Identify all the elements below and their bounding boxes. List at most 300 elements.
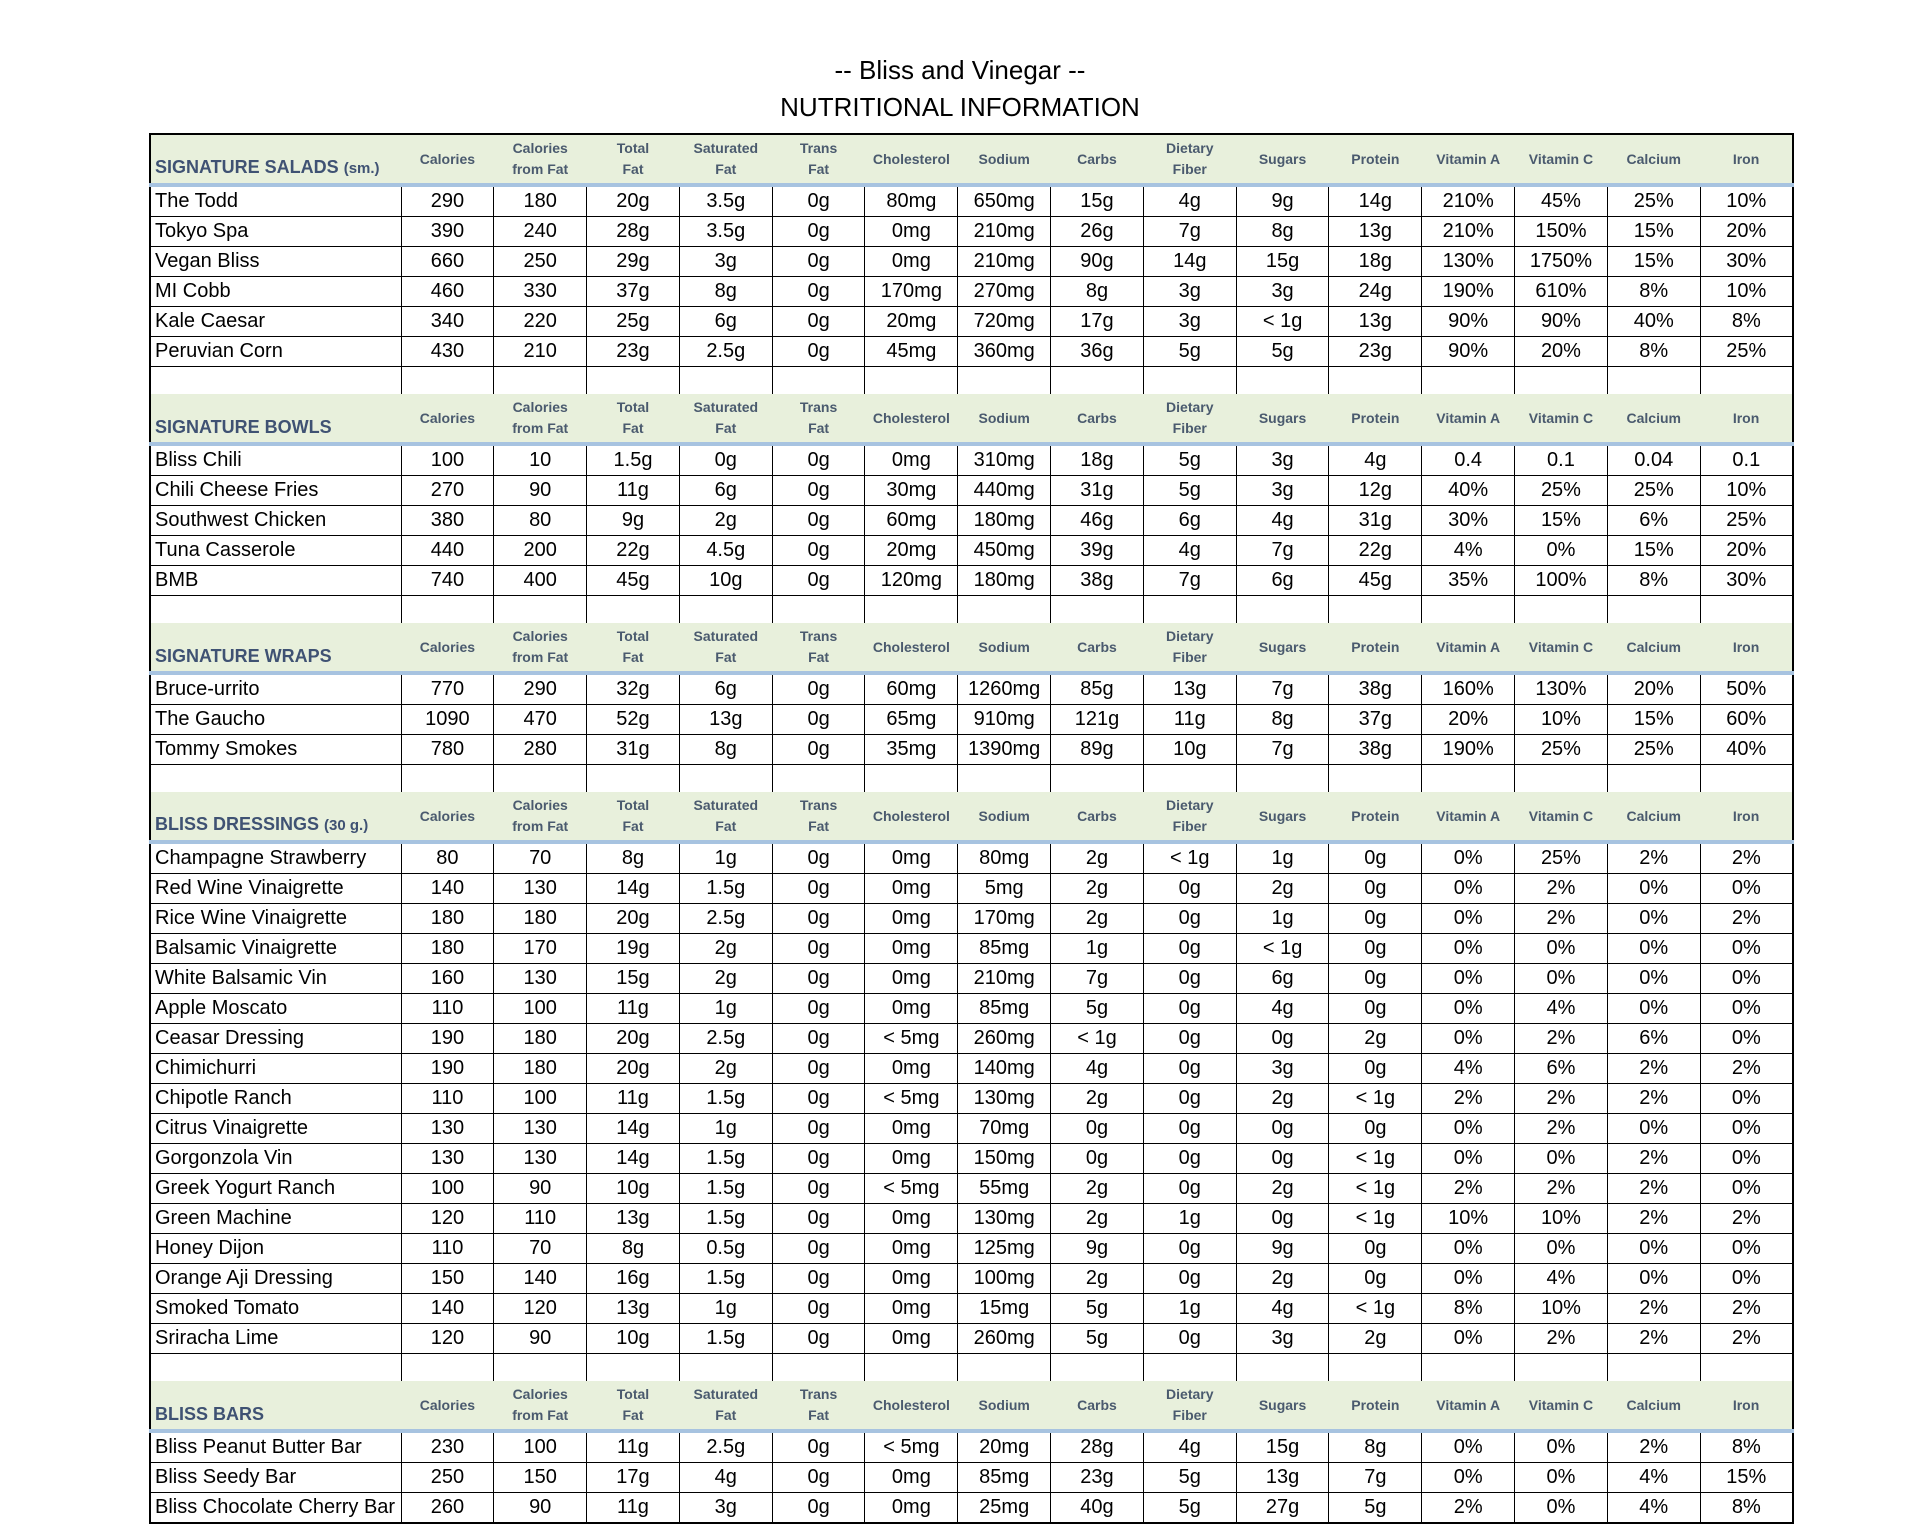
column-header: Iron (1700, 394, 1793, 444)
nutrient-value: 4g (1236, 1294, 1329, 1324)
nutrient-value: 0g (1329, 904, 1422, 934)
nutrient-value: 0g (1236, 1144, 1329, 1174)
empty-cell (401, 765, 494, 793)
nutrient-value: 26g (1051, 217, 1144, 247)
nutrient-value: 1750% (1515, 247, 1608, 277)
item-name: Greek Yogurt Ranch (150, 1174, 401, 1204)
column-header: Cholesterol (865, 1381, 958, 1431)
nutrient-value: 7g (1329, 1463, 1422, 1493)
nutrient-value: 2g (1236, 1264, 1329, 1294)
nutrient-value: 100 (401, 444, 494, 476)
column-header: Trans Fat (772, 134, 865, 185)
empty-cell (1607, 765, 1700, 793)
nutrient-value: 0% (1515, 536, 1608, 566)
nutrient-value: 11g (587, 1431, 680, 1463)
nutrient-value: 6% (1515, 1054, 1608, 1084)
column-header: Vitamin C (1515, 792, 1608, 842)
nutrient-value: 190 (401, 1024, 494, 1054)
nutrient-value: 10% (1422, 1204, 1515, 1234)
nutrient-value: < 5mg (865, 1024, 958, 1054)
nutrient-value: 430 (401, 337, 494, 367)
nutrient-value: 46g (1051, 506, 1144, 536)
nutrient-value: 4% (1515, 1264, 1608, 1294)
nutrient-value: 1390mg (958, 735, 1051, 765)
nutrient-value: 270 (401, 476, 494, 506)
nutrient-value: 2g (1051, 1174, 1144, 1204)
column-header: Vitamin A (1422, 134, 1515, 185)
nutrient-value: 2g (1236, 1084, 1329, 1114)
nutrient-value: 0g (772, 1174, 865, 1204)
nutrient-value: 1.5g (679, 1324, 772, 1354)
nutrient-value: 13g (1329, 307, 1422, 337)
nutrient-value: 0mg (865, 994, 958, 1024)
table-row (150, 1431, 1793, 1463)
nutrient-value: 14g (587, 874, 680, 904)
nutrient-value: 1g (679, 842, 772, 874)
nutrient-value: 29g (587, 247, 680, 277)
empty-cell (150, 1354, 401, 1382)
nutrient-value: 3g (1236, 476, 1329, 506)
nutrient-value: 28g (587, 217, 680, 247)
nutrient-value: 2% (1607, 1204, 1700, 1234)
nutrient-value: 210% (1422, 217, 1515, 247)
nutrient-value: 2g (1236, 1174, 1329, 1204)
nutrient-value: 25% (1700, 337, 1793, 367)
nutrient-value: 0g (1236, 1024, 1329, 1054)
nutrient-value: 0g (772, 1204, 865, 1234)
empty-cell (865, 765, 958, 793)
nutrient-value: 180mg (958, 566, 1051, 596)
column-header: Vitamin A (1422, 792, 1515, 842)
nutrient-value: 10% (1515, 1204, 1608, 1234)
nutrient-value: 4g (679, 1463, 772, 1493)
table-row (150, 673, 1793, 705)
nutrient-value: 140 (401, 1294, 494, 1324)
empty-cell (1051, 765, 1144, 793)
nutrient-value: 0g (772, 904, 865, 934)
nutrient-value: 0mg (865, 217, 958, 247)
nutrient-value: 0g (772, 307, 865, 337)
empty-cell (1700, 1354, 1793, 1382)
nutrient-value: 8% (1607, 277, 1700, 307)
nutrient-value: 2.5g (679, 1024, 772, 1054)
nutrient-value: 0g (1143, 1054, 1236, 1084)
section-name: SIGNATURE SALADS (155, 157, 339, 177)
table-row (150, 566, 1793, 596)
table-row (150, 1463, 1793, 1493)
nutrient-value: 22g (587, 536, 680, 566)
nutrient-value: 13g (1236, 1463, 1329, 1493)
nutrient-value: 0g (772, 705, 865, 735)
nutrient-value: 0% (1700, 1144, 1793, 1174)
nutrient-value: 910mg (958, 705, 1051, 735)
nutrient-value: 2% (1607, 1174, 1700, 1204)
empty-cell (1607, 596, 1700, 624)
nutrient-value: 4% (1422, 1054, 1515, 1084)
empty-cell (1143, 1354, 1236, 1382)
empty-cell (494, 596, 587, 624)
nutrient-value: 11g (587, 994, 680, 1024)
item-name: Peruvian Corn (150, 337, 401, 367)
nutrient-value: 0% (1700, 1024, 1793, 1054)
column-header: Protein (1329, 623, 1422, 673)
nutrient-value: 8g (679, 735, 772, 765)
item-name: BMB (150, 566, 401, 596)
column-header: Sodium (958, 394, 1051, 444)
empty-cell (1329, 1354, 1422, 1382)
nutrient-value: 120 (401, 1204, 494, 1234)
nutrient-value: 45g (587, 566, 680, 596)
empty-cell (1700, 367, 1793, 395)
column-header: Total Fat (587, 394, 680, 444)
column-header: Calories (401, 623, 494, 673)
empty-cell (150, 367, 401, 395)
empty-cell (958, 1354, 1051, 1382)
column-header: Sugars (1236, 394, 1329, 444)
nutrient-value: 0mg (865, 444, 958, 476)
nutrient-value: 150% (1515, 217, 1608, 247)
nutrient-value: 8% (1700, 1431, 1793, 1463)
section-header-row (150, 394, 1793, 444)
nutrient-value: 0g (772, 217, 865, 247)
table-row (150, 934, 1793, 964)
nutrient-value: 290 (401, 185, 494, 217)
nutrient-value: 0g (1329, 1054, 1422, 1084)
nutrient-value: 90 (494, 476, 587, 506)
nutrient-value: 2.5g (679, 1431, 772, 1463)
table-row (150, 536, 1793, 566)
nutrient-value: 110 (494, 1204, 587, 1234)
nutrient-value: 14g (587, 1144, 680, 1174)
nutrient-value: 1g (679, 1294, 772, 1324)
spacer-row (150, 765, 1793, 793)
nutrient-value: 10g (587, 1324, 680, 1354)
table-row (150, 1114, 1793, 1144)
column-header: Carbs (1051, 1381, 1144, 1431)
nutrient-value: 7g (1051, 964, 1144, 994)
nutrient-value: 80 (494, 506, 587, 536)
nutrient-value: 60mg (865, 673, 958, 705)
nutrient-value: 20g (587, 1054, 680, 1084)
nutrient-value: 160 (401, 964, 494, 994)
table-row (150, 185, 1793, 217)
nutrient-value: 0g (772, 1294, 865, 1324)
nutrient-value: 2g (1329, 1024, 1422, 1054)
table-row (150, 1174, 1793, 1204)
item-name: Citrus Vinaigrette (150, 1114, 401, 1144)
section-header-row (150, 623, 1793, 673)
nutrient-value: 0mg (865, 842, 958, 874)
nutrient-value: 11g (587, 1084, 680, 1114)
nutrient-value: 0mg (865, 904, 958, 934)
nutrient-value: 0% (1700, 1174, 1793, 1204)
nutrient-value: 4% (1607, 1463, 1700, 1493)
nutrient-value: 3.5g (679, 185, 772, 217)
nutrient-value: < 1g (1143, 842, 1236, 874)
nutrient-value: 660 (401, 247, 494, 277)
nutrient-value: 7g (1236, 536, 1329, 566)
nutrient-value: 0g (772, 476, 865, 506)
column-header: Sugars (1236, 1381, 1329, 1431)
empty-cell (958, 765, 1051, 793)
nutrient-value: 260 (401, 1493, 494, 1524)
nutrient-value: 0g (772, 566, 865, 596)
nutrient-value: 1090 (401, 705, 494, 735)
section-serving-note: (30 g.) (324, 817, 369, 834)
nutrient-value: 0.5g (679, 1234, 772, 1264)
item-name: Bliss Chili (150, 444, 401, 476)
nutrient-value: 3g (1143, 277, 1236, 307)
nutrient-value: 330 (494, 277, 587, 307)
column-header: Saturated Fat (679, 792, 772, 842)
nutrient-value: 470 (494, 705, 587, 735)
column-header: Vitamin C (1515, 1381, 1608, 1431)
nutrient-value: 11g (587, 476, 680, 506)
nutrient-value: 2g (1051, 1264, 1144, 1294)
column-header: Saturated Fat (679, 134, 772, 185)
nutrient-value: 310mg (958, 444, 1051, 476)
nutrient-value: 260mg (958, 1024, 1051, 1054)
nutrient-value: 3g (1143, 307, 1236, 337)
empty-cell (679, 596, 772, 624)
nutrient-value: 0g (772, 444, 865, 476)
nutrient-value: 23g (587, 337, 680, 367)
nutrient-value: 3g (1236, 277, 1329, 307)
column-header: Calcium (1607, 1381, 1700, 1431)
nutrient-value: 15% (1700, 1463, 1793, 1493)
nutrient-value: 440 (401, 536, 494, 566)
nutrient-value: 0% (1422, 934, 1515, 964)
nutrient-value: 0mg (865, 964, 958, 994)
column-header: Calories (401, 792, 494, 842)
nutrient-value: 130 (401, 1144, 494, 1174)
nutrient-value: 2% (1515, 874, 1608, 904)
table-row (150, 247, 1793, 277)
empty-cell (1143, 367, 1236, 395)
nutrient-value: 7g (1236, 735, 1329, 765)
empty-cell (587, 765, 680, 793)
nutrient-value: 6g (679, 673, 772, 705)
empty-cell (1329, 596, 1422, 624)
nutrient-value: 0mg (865, 1264, 958, 1294)
nutrient-value: 0mg (865, 1324, 958, 1354)
table-row (150, 1084, 1793, 1114)
nutrient-value: 150 (401, 1264, 494, 1294)
column-header: Sodium (958, 792, 1051, 842)
nutrient-value: 20% (1700, 536, 1793, 566)
nutrient-value: 60% (1700, 705, 1793, 735)
table-row (150, 307, 1793, 337)
column-header: Calories from Fat (494, 134, 587, 185)
nutrient-value: 0% (1515, 934, 1608, 964)
column-header: Vitamin A (1422, 1381, 1515, 1431)
column-header: Vitamin A (1422, 623, 1515, 673)
empty-cell (401, 1354, 494, 1382)
nutrient-value: 5g (1143, 337, 1236, 367)
nutrient-value: 0% (1607, 1264, 1700, 1294)
column-header: Calories (401, 1381, 494, 1431)
nutrient-value: 720mg (958, 307, 1051, 337)
empty-cell (1051, 367, 1144, 395)
table-row (150, 964, 1793, 994)
nutrient-value: 38g (1329, 673, 1422, 705)
nutrient-value: 0g (772, 1324, 865, 1354)
table-row (150, 1264, 1793, 1294)
column-header: Calcium (1607, 134, 1700, 185)
nutrient-value: 400 (494, 566, 587, 596)
nutrient-value: 10% (1515, 1294, 1608, 1324)
empty-cell (401, 367, 494, 395)
nutrient-value: 0g (1236, 1204, 1329, 1234)
nutrient-value: 1.5g (679, 1174, 772, 1204)
nutrient-value: 0g (1236, 1114, 1329, 1144)
nutrient-value: 25% (1607, 735, 1700, 765)
nutrient-value: 2g (1051, 874, 1144, 904)
nutrient-value: 25% (1607, 185, 1700, 217)
nutrient-value: 0mg (865, 1493, 958, 1524)
nutrient-value: 130mg (958, 1084, 1051, 1114)
nutrient-value: 240 (494, 217, 587, 247)
nutrient-value: 380 (401, 506, 494, 536)
nutrient-value: 210mg (958, 247, 1051, 277)
nutrient-value: 8g (1329, 1431, 1422, 1463)
nutrient-value: 0% (1700, 1234, 1793, 1264)
nutrient-value: 0% (1422, 904, 1515, 934)
nutrient-value: 0mg (865, 1144, 958, 1174)
nutrient-value: 1g (679, 1114, 772, 1144)
empty-cell (494, 765, 587, 793)
nutrient-value: < 1g (1329, 1204, 1422, 1234)
nutrient-value: 4% (1607, 1493, 1700, 1524)
nutrient-value: 4g (1143, 536, 1236, 566)
column-header: Calcium (1607, 623, 1700, 673)
empty-cell (772, 596, 865, 624)
column-header: Total Fat (587, 1381, 680, 1431)
nutrient-value: 120mg (865, 566, 958, 596)
nutrient-value: 10% (1700, 476, 1793, 506)
nutrient-value: 10% (1515, 705, 1608, 735)
nutrient-value: 5g (1329, 1493, 1422, 1524)
item-name: Tommy Smokes (150, 735, 401, 765)
nutrient-value: 0% (1700, 874, 1793, 904)
nutrient-value: 5g (1051, 1324, 1144, 1354)
column-header: Sodium (958, 1381, 1051, 1431)
nutrient-value: 10g (679, 566, 772, 596)
nutrient-value: 1g (679, 994, 772, 1024)
nutrient-value: 0g (772, 874, 865, 904)
nutrient-value: 15g (1051, 185, 1144, 217)
nutrient-value: 65mg (865, 705, 958, 735)
nutrient-value: 2% (1515, 1174, 1608, 1204)
nutrient-value: 0% (1700, 1084, 1793, 1114)
nutrient-value: 100 (494, 994, 587, 1024)
nutrient-value: 2g (1051, 904, 1144, 934)
nutrient-value: 18g (1051, 444, 1144, 476)
table-row (150, 1234, 1793, 1264)
nutrient-value: 2% (1515, 1024, 1608, 1054)
nutrient-value: 80mg (865, 185, 958, 217)
column-header: Protein (1329, 394, 1422, 444)
nutrient-value: 8% (1700, 307, 1793, 337)
nutrient-value: 13g (1329, 217, 1422, 247)
nutrient-value: 3.5g (679, 217, 772, 247)
nutrient-value: 0mg (865, 1463, 958, 1493)
table-row (150, 277, 1793, 307)
nutrient-value: 13g (1143, 673, 1236, 705)
nutrient-value: 125mg (958, 1234, 1051, 1264)
nutrient-value: 250 (401, 1463, 494, 1493)
nutrient-value: 30% (1700, 247, 1793, 277)
nutrient-value: 15mg (958, 1294, 1051, 1324)
nutrient-value: 0g (772, 964, 865, 994)
nutrient-value: 70mg (958, 1114, 1051, 1144)
nutrient-value: 2% (1607, 1324, 1700, 1354)
empty-cell (1422, 1354, 1515, 1382)
empty-cell (401, 596, 494, 624)
nutrient-value: 85mg (958, 994, 1051, 1024)
nutrient-value: 9g (587, 506, 680, 536)
nutrient-value: 270mg (958, 277, 1051, 307)
nutrient-value: 180 (494, 1024, 587, 1054)
nutrient-value: 1.5g (679, 1204, 772, 1234)
column-header: Trans Fat (772, 1381, 865, 1431)
nutrient-value: 180mg (958, 506, 1051, 536)
nutrient-value: 1g (1236, 904, 1329, 934)
column-header: Vitamin A (1422, 394, 1515, 444)
nutrient-value: 100mg (958, 1264, 1051, 1294)
nutrient-value: 39g (1051, 536, 1144, 566)
nutrient-value: 20% (1607, 673, 1700, 705)
nutrient-value: 0g (772, 673, 865, 705)
nutrient-value: 32g (587, 673, 680, 705)
nutrient-value: 130 (494, 1144, 587, 1174)
nutrient-value: 460 (401, 277, 494, 307)
item-name: White Balsamic Vin (150, 964, 401, 994)
nutrient-value: 3g (679, 1493, 772, 1524)
item-name: Chimichurri (150, 1054, 401, 1084)
document-subtitle: NUTRITIONAL INFORMATION (780, 92, 1140, 122)
nutrient-value: < 1g (1329, 1144, 1422, 1174)
column-header: Trans Fat (772, 792, 865, 842)
column-header: Cholesterol (865, 394, 958, 444)
nutrient-value: 0g (772, 536, 865, 566)
nutrient-value: 0g (772, 1493, 865, 1524)
nutrient-value: 130% (1515, 673, 1608, 705)
empty-cell (1607, 1354, 1700, 1382)
nutrient-value: 8g (1236, 217, 1329, 247)
nutrient-value: 0% (1607, 964, 1700, 994)
item-name: Chili Cheese Fries (150, 476, 401, 506)
nutrient-value: 0% (1515, 1493, 1608, 1524)
nutrient-value: 210% (1422, 185, 1515, 217)
column-header: Saturated Fat (679, 1381, 772, 1431)
item-name: Bliss Peanut Butter Bar (150, 1431, 401, 1463)
nutrient-value: < 1g (1329, 1174, 1422, 1204)
nutrient-value: 6% (1607, 506, 1700, 536)
nutrient-value: 4g (1143, 1431, 1236, 1463)
nutrient-value: 15g (587, 964, 680, 994)
nutrient-value: 0g (1143, 1084, 1236, 1114)
section-name: BLISS DRESSINGS (155, 814, 320, 834)
spacer-row (150, 1354, 1793, 1382)
nutrient-value: 0mg (865, 1054, 958, 1084)
nutrient-value: 0% (1607, 874, 1700, 904)
nutrient-value: 4g (1329, 444, 1422, 476)
empty-cell (1329, 367, 1422, 395)
column-header: Iron (1700, 623, 1793, 673)
nutrient-value: 1.5g (679, 1264, 772, 1294)
nutrient-value: 0% (1700, 934, 1793, 964)
